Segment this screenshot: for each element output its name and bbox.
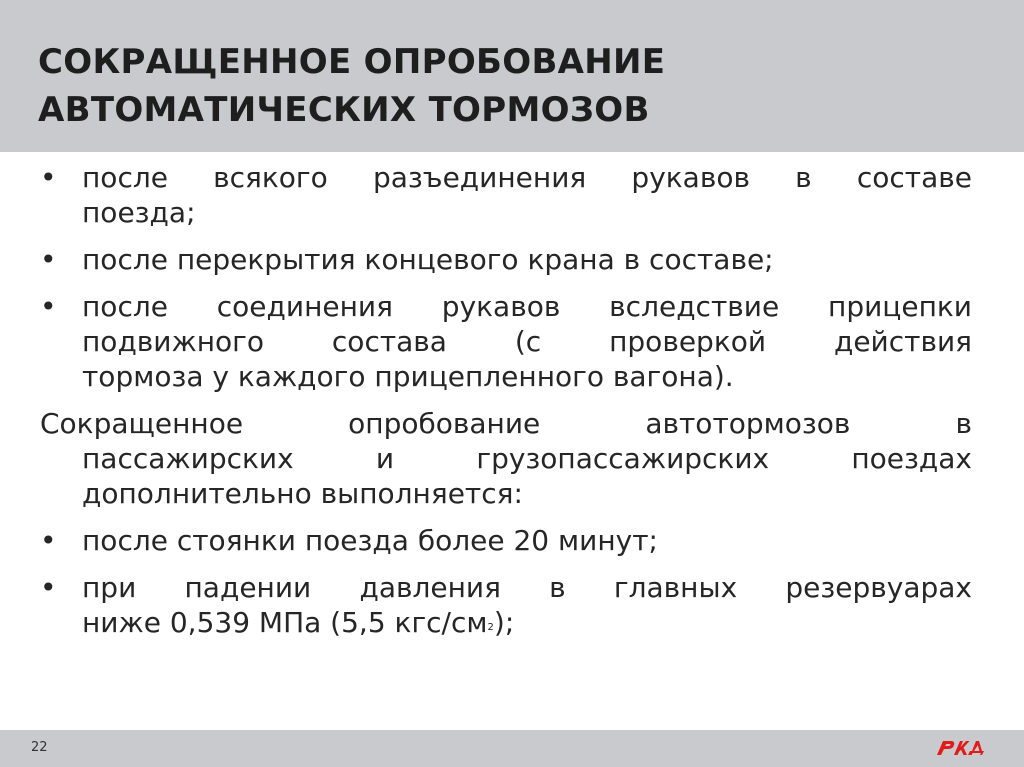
bullet-icon: •: [40, 290, 57, 323]
bullet-text-line: после перекрытия концевого крана в составе;: [82, 243, 774, 276]
bullet-text-line: после соединения рукавов вследствие прицепки: [82, 290, 972, 323]
bullet-item: [40, 570, 972, 647]
bullet-icon: •: [40, 161, 57, 194]
intro-paragraph: [40, 406, 972, 511]
bullet-icon: •: [40, 524, 57, 557]
title-band: [0, 0, 1024, 152]
bullet-icon: •: [40, 571, 57, 604]
bullet-item: [40, 523, 972, 558]
slide-title-line-2: АВТОМАТИЧЕСКИХ ТОРМОЗОВ: [38, 90, 650, 130]
slide-title: [38, 38, 665, 134]
bullet-text-line: поезда;: [82, 196, 196, 229]
bullet-text-line: [82, 605, 972, 647]
footer-band: [0, 730, 1024, 767]
bullet-text-end: );: [493, 606, 515, 639]
paragraph-line: дополнительно выполняется:: [82, 477, 523, 510]
bullet-text-line: подвижного состава (с проверкой действия: [82, 325, 972, 358]
bullet-icon: •: [40, 243, 57, 276]
paragraph-line: пассажирских и грузопассажирских поездах: [82, 442, 972, 475]
slide-content: [40, 160, 972, 659]
bullet-text-line: после стоянки поезда более 20 минут;: [82, 524, 658, 557]
bullet-text-line: при падении давления в главных резервуарах: [82, 571, 972, 604]
bullet-item: [40, 160, 972, 230]
bullet-text-line: тормоза у каждого прицепленного вагона).: [82, 360, 734, 393]
bullet-text-line: после всякого разъединения рукавов в составе: [82, 161, 972, 194]
rzd-logo-icon: [934, 735, 990, 761]
bullet-item: [40, 242, 972, 277]
bullet-item: [40, 289, 972, 394]
superscript: 2: [487, 622, 494, 633]
bullet-text-main: ниже 0,539 МПа (5,5 кгс/см: [82, 606, 488, 639]
page-number: 22: [31, 740, 48, 755]
paragraph-line: Сокращенное опробование автотормозов в: [40, 407, 972, 440]
slide-title-line-1: СОКРАЩЕННОЕ ОПРОБОВАНИЕ: [38, 42, 666, 82]
